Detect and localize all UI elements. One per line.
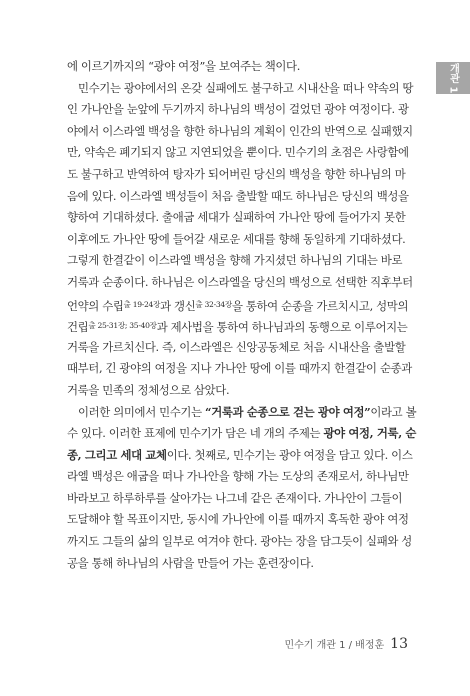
text-line: 라엘 백성은 애굽을 떠나 가나안을 향해 가는 도상의 존재로서, 하나님만 (67, 469, 409, 484)
text-segment: 과 제사법을 통하여 하나님과의 동행으로 이루어지는 (156, 320, 408, 335)
text-line: 이후에도 가나안 땅에 들어갈 새로운 세대를 향해 동일하게 기대하셨다. (67, 231, 406, 246)
text-segment: 이라고 볼 (370, 404, 417, 419)
text-segment: 과 갱신 (160, 298, 196, 313)
paragraph-1 (67, 56, 425, 78)
chapter-side-tab: 개관 1 (436, 62, 470, 94)
text-line: 인 가나안을 눈앞에 두기까지 하나님의 백성이 걸었던 광야 여정이다. 광 (67, 102, 409, 117)
text-line (67, 445, 425, 467)
text-line (67, 315, 425, 337)
text-line (67, 423, 425, 445)
paragraph-2 (67, 78, 425, 402)
text-segment: 이러한 의미에서 민수기는 (78, 404, 205, 419)
emphasis-text: 종, 그리고 세대 교체 (67, 447, 167, 462)
paragraph-3 (67, 402, 425, 575)
text-line: 까지도 그들의 삶의 일부로 여겨야 한다. 광야는 장을 담그듯이 실패와 성 (67, 534, 412, 549)
text-line (67, 402, 425, 424)
text-segment: 수 있다. 이러한 표제에 민수기가 담은 네 개의 주제는 (67, 426, 324, 441)
text-line: 때부터, 긴 광야의 여정을 지나 가나안 땅에 이를 때까지 한결같이 순종과 (67, 361, 412, 376)
text-line: 민수기는 광야에서의 온갖 실패에도 불구하고 시내산을 떠나 약속의 땅 (78, 80, 414, 95)
text-line: 만, 약속은 폐기되지 않고 지연되었을 뿐이다. 민수기의 초점은 사랑함에 (67, 145, 409, 160)
text-line: 거룩과 순종이다. 하나님은 이스라엘을 당신의 백성으로 선택한 직후부터 (67, 274, 413, 289)
text-line: 도달해야 할 목표이지만, 동시에 가나안에 이를 때까지 혹독한 광야 여정 (67, 512, 409, 527)
page-footer (284, 636, 408, 652)
scripture-reference: 출 25-31장; 35-40장 (88, 321, 157, 331)
running-title: 민수기 개관 1 / 배정훈 (284, 640, 385, 651)
text-line: 야에서 이스라엘 백성을 향한 하나님의 계획이 인간의 반역으로 실패했지 (67, 123, 413, 138)
text-line: 에 이르기까지의 “광야 여정”을 보여주는 책이다. (67, 59, 300, 73)
text-line: 바라보고 하루하루를 살아가는 나그네 같은 존재이다. 가나안이 그들이 (67, 490, 403, 505)
text-segment: 이다. 첫째로, 민수기는 광야 여정을 담고 있다. 이스 (166, 447, 413, 462)
page-body (67, 56, 425, 574)
text-line: 거룩을 가르치신다. 즉, 이스라엘은 신앙공동체로 처음 시내산을 출발할 (67, 339, 406, 354)
scripture-reference: 출 32-34장 (195, 299, 232, 309)
emphasis-text: 광야 여정, 거룩, 순 (323, 426, 417, 441)
scripture-reference: 출 19-24장 (123, 299, 161, 309)
text-line: 향하여 기대하셨다. 출애굽 세대가 실패하여 가나안 땅에 들어가지 못한 (67, 210, 406, 225)
text-line: 그렇게 한결같이 이스라엘 백성을 향해 가지셨던 하나님의 기대는 바로 (67, 253, 403, 268)
text-line (67, 294, 425, 316)
text-line: 공을 통해 하나님의 사람을 만들어 가는 훈련장이다. (67, 555, 314, 570)
emphasis-text: “거룩과 순종으로 걷는 광야 여정” (205, 404, 371, 419)
text-line: 거룩을 민족의 정체성으로 삼았다. (67, 382, 230, 397)
text-line: 음에 있다. 이스라엘 백성들이 처음 출발할 때도 하나님은 당신의 백성을 (67, 188, 409, 203)
text-line: 도 불구하고 반역하여 탕자가 되어버린 당신의 백성을 향한 하나님의 마 (67, 166, 406, 181)
text-segment: 언약의 수립 (67, 298, 124, 313)
text-segment: 을 통하여 순종을 가르치시고, 성막의 (231, 298, 409, 313)
page-number: 13 (390, 636, 408, 652)
text-segment: 건립 (67, 320, 89, 335)
